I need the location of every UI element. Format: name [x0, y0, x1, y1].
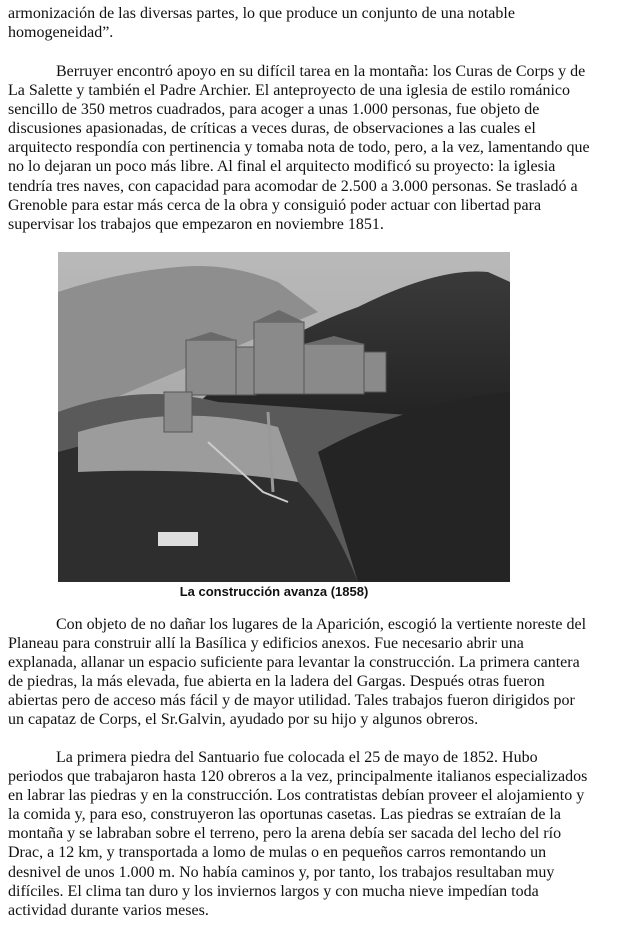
paragraph-2 [8, 62, 620, 234]
paragraph-4 [8, 748, 620, 920]
text-line: Drac, a 12 km, y transportada a lomo de mulas o en pequeños carros remontando un [8, 844, 547, 862]
text-line: en labrar las piedras y en la construcción. Los contratistas debían proveer el alojamiento y [8, 787, 585, 805]
text-line: no lo dejaran un poco más libre. Al final el arquitecto modificó su proyecto: la iglesia [8, 158, 556, 176]
historical-photo-basilica-construction [58, 252, 510, 582]
text-line: armonización de las diversas partes, lo que produce un conjunto de una notable [8, 5, 515, 22]
text-line: difíciles. El clima tan duro y los inviernos largos y con mucha nieve impedían toda [8, 882, 539, 900]
text-line: La primera piedra del Santuario fue colocada el 25 de mayo de 1852. Hubo [56, 749, 538, 766]
paragraph-3 [8, 615, 620, 730]
text-line: arquitecto respondía con pertinencia y tomaba nota de todo, pero, a la vez, lamentando que [8, 139, 590, 157]
text-line: actividad durante varios meses. [8, 901, 209, 919]
text-line: la comida y, para eso, construyeron las oportunas casetas. Las piedras se extraían de la [8, 806, 561, 824]
text-line: La Salette y también el Padre Archier. El anteproyecto de una iglesia de estilo románico [8, 82, 571, 100]
text-line: Con objeto de no dañar los lugares de la Aparición, escogió la vertiente noreste del [56, 616, 587, 633]
text-line: explanada, allanar un espacio suficiente para levantar la construcción. La primera cantera [8, 654, 580, 672]
text-line: supervisar los trabajos que empezaron en noviembre 1851. [8, 215, 384, 233]
text-line: montaña y se labraban sobre el terreno, pero la arena debía ser sacada del lecho del río [8, 825, 562, 843]
text-line: discusiones apasionadas, de críticas a veces duras, de observaciones a las cuales el [8, 120, 536, 138]
text-line: periodos que trabajaron hasta 120 obreros a la vez, principalmente italianos especializados [8, 768, 588, 786]
text-line: Grenoble para estar más cerca de la obra y consiguió poder actuar con libertad para [8, 196, 542, 214]
text-line: un capataz de Corps, el Sr.Galvin, ayudado por su hijo y algunos obreros. [8, 711, 479, 729]
text-line: desnivel de unos 1.000 m. No había caminos y, por tanto, los trabajos resultaban muy [8, 863, 555, 881]
paragraph-1 [8, 4, 620, 42]
text-line: de piedras, la más elevada, fue abierta en la ladera del Gargas. Después otras fueron [8, 673, 545, 691]
text-line: abiertas pero de acceso más fácil y de mayor utilidad. Tales trabajos fueron dirigidos por [8, 692, 575, 710]
text-line: homogeneidad”. [8, 24, 114, 42]
text-line: Berruyer encontró apoyo en su difícil tarea en la montaña: los Curas de Corps y de [56, 63, 586, 80]
figure-caption: La construcción avanza (1858) [179, 584, 369, 599]
text-line: sencillo de 350 metros cuadrados, para acoger a unas 1.000 personas, fue objeto de [8, 101, 540, 119]
text-line: Planeau para construir allí la Basílica y edificios anexos. Fue necesario abrir una [8, 635, 524, 653]
text-line: tendría tres naves, con capacidad para acomodar de 2.500 a 3.000 personas. Se trasladó a [8, 177, 578, 195]
